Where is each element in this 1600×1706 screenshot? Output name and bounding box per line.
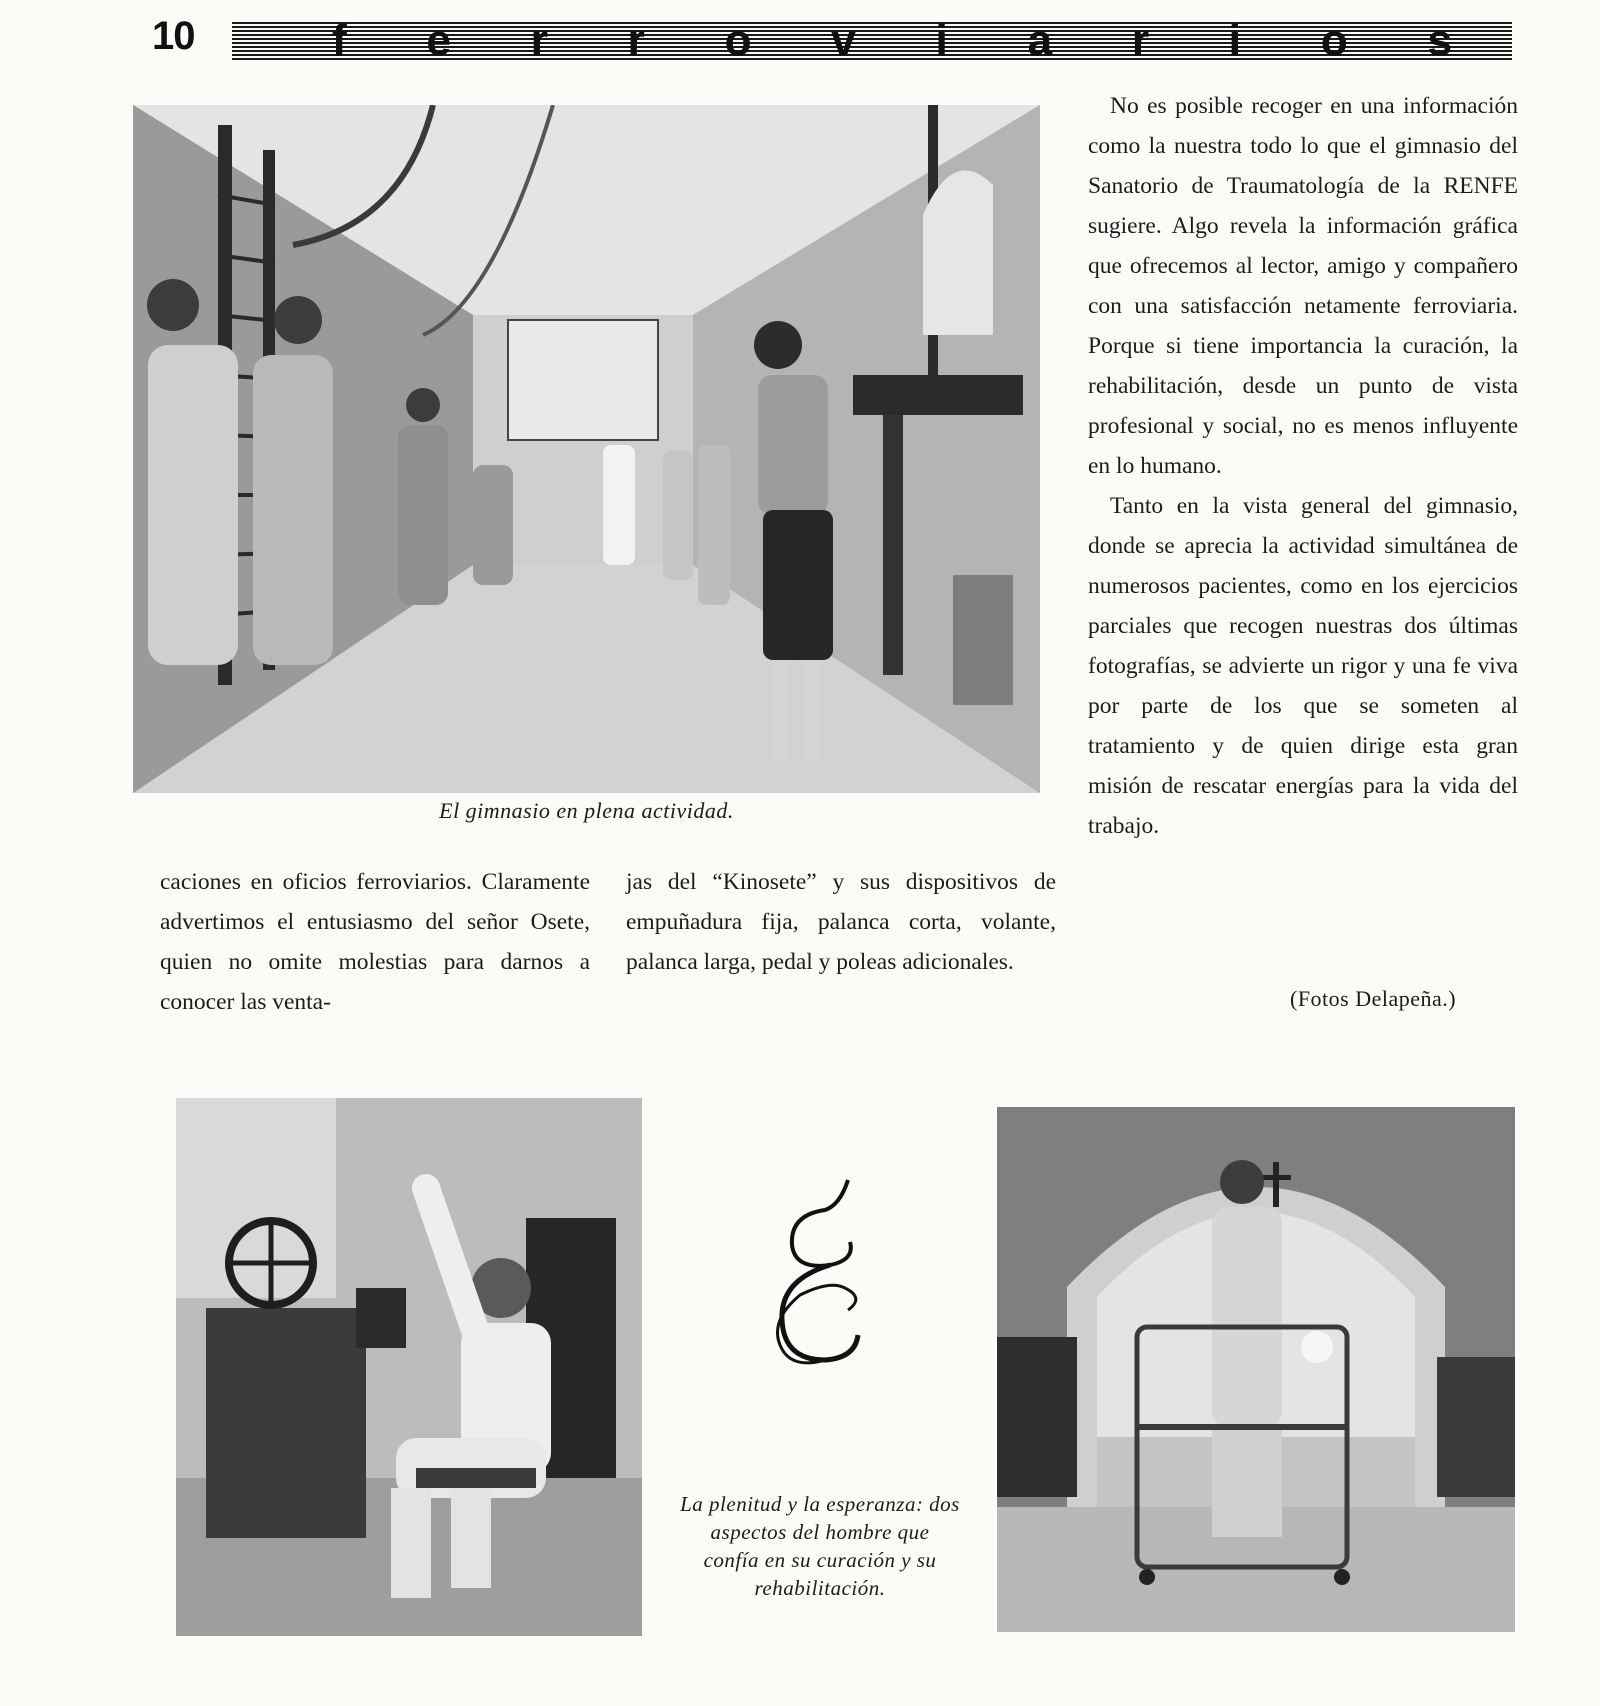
masthead-letter: o xyxy=(724,16,752,65)
masthead-letter: r xyxy=(1131,16,1149,65)
lower-column-left xyxy=(160,862,590,1022)
page-number: 10 xyxy=(152,14,195,58)
masthead-banner xyxy=(232,16,1512,65)
patient-wheel-photo xyxy=(176,1098,642,1636)
masthead-letter: i xyxy=(1228,16,1242,65)
gym-photo-caption: El gimnasio en plena actividad. xyxy=(439,798,734,823)
masthead-letter: s xyxy=(1427,16,1452,65)
patient-walker-photo xyxy=(997,1107,1515,1632)
lower-middle-text: jas del “Kinosete” y sus dispositivos de empuñadura fija, palanca corta, volante, palanca larga, pedal y poleas adicionales. xyxy=(626,869,1056,975)
masthead-title xyxy=(232,18,1512,64)
lower-column-middle xyxy=(626,862,1056,982)
masthead-letter: o xyxy=(1320,16,1348,65)
masthead-letter: v xyxy=(831,16,856,65)
lower-left-text: caciones en oficios ferroviarios. Claramente advertimos el entusiasmo del señor Osete, quien no omite molestias para darnos a conocer las venta- xyxy=(160,869,590,1015)
masthead-letter: r xyxy=(627,16,645,65)
masthead-letter: f xyxy=(332,16,347,65)
gym-photo xyxy=(133,105,1040,793)
bottom-photos-caption: La plenitud y la esperanza: dos aspectos del hombre que confía en su curación y su rehabilitación. xyxy=(680,1492,960,1600)
photo-credit: (Fotos Delapeña.) xyxy=(1290,986,1457,1011)
masthead-letter: r xyxy=(530,16,548,65)
intro-paragraph-2: Tanto en la vista general del gimnasio, donde se aprecia la actividad simultánea de numerosos pacientes, como en los ejercicios parciales que recogen nuestras dos últimas fotografías, se advierte un rigor y una fe viva por parte de los que se someten al tratamiento y de quien dirige esta gran misión de rescatar energías para la vida del trabajo. xyxy=(1088,493,1518,839)
masthead-letter: a xyxy=(1027,16,1053,65)
intro-paragraph-1: No es posible recoger en una información como la nuestra todo lo que el gimnasio del Sanatorio de Traumatología de la RENFE sugiere. Algo revela la información gráfica que ofrecemos al lector, amigo y compañero con una satisfacción netamente ferroviaria. Porque si tiene importancia la curación, la rehabilitación, desde un punto de vista profesional y social, no es menos influyente en lo humano. xyxy=(1088,93,1518,479)
decorative-flourish-icon xyxy=(770,1170,880,1400)
masthead-letter: i xyxy=(935,16,948,65)
masthead-letter: e xyxy=(426,16,451,65)
intro-column xyxy=(1088,86,1518,846)
